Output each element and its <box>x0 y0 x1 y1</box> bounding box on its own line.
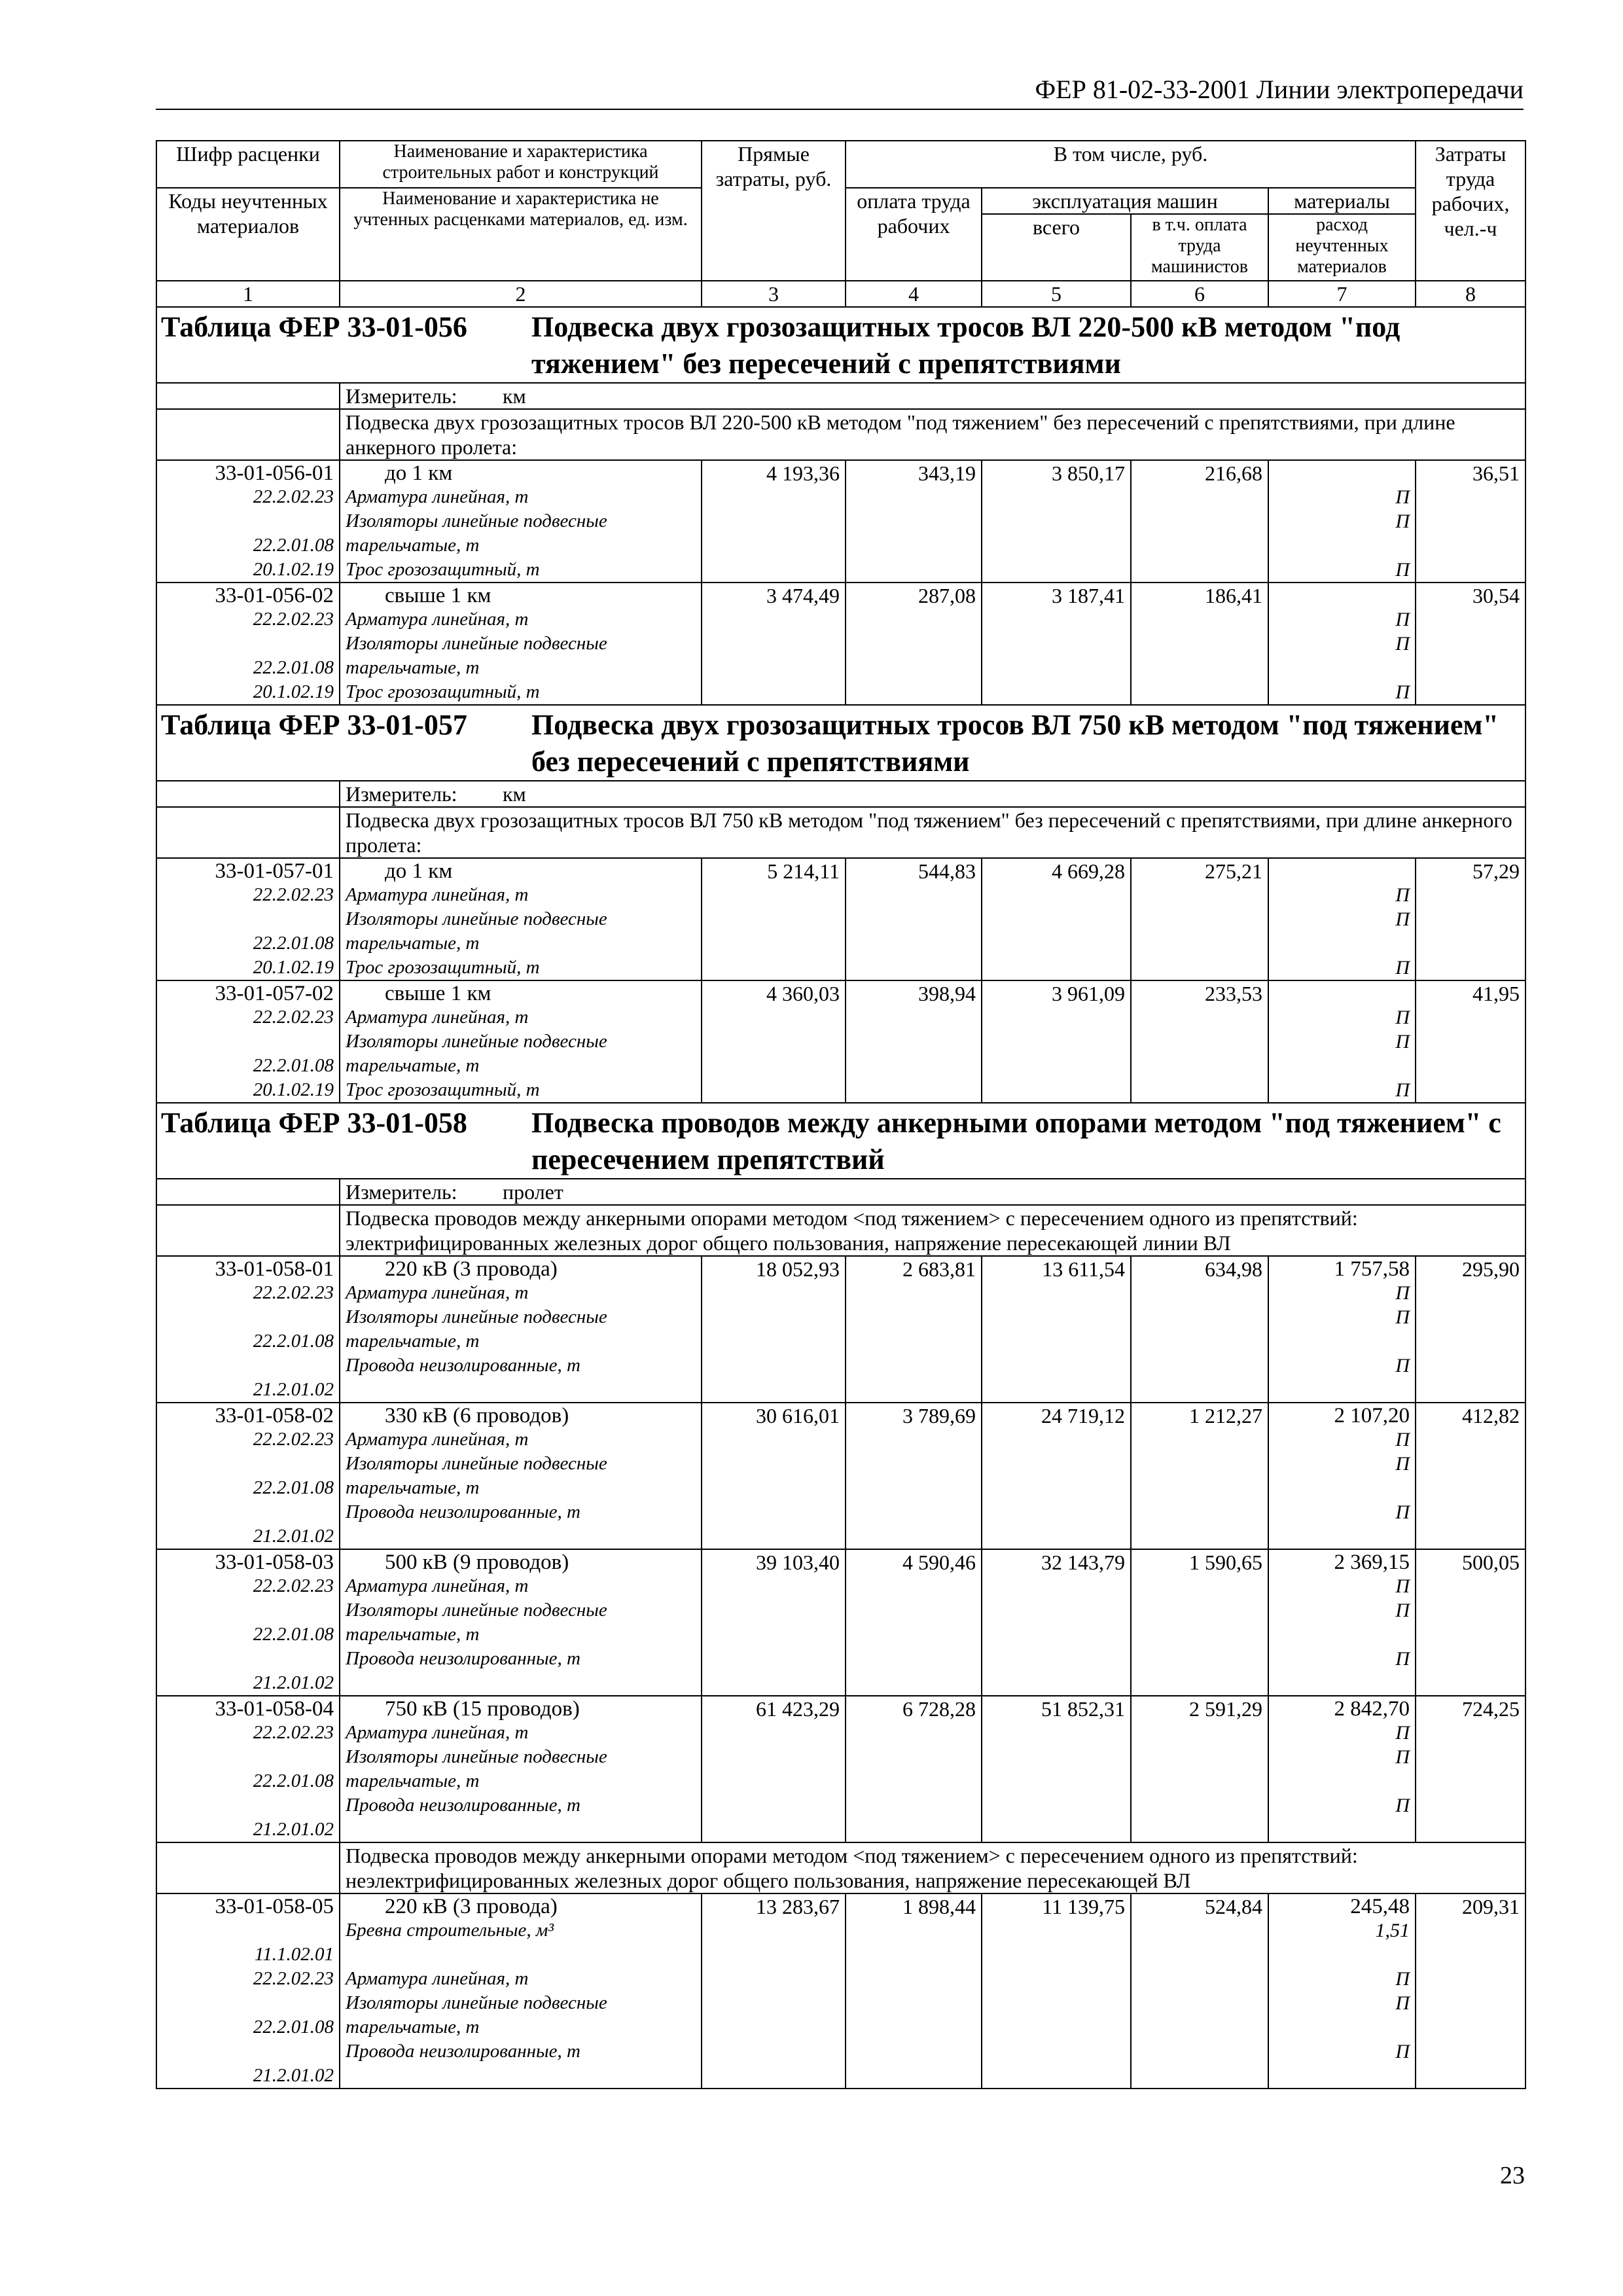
rate-name: до 1 км <box>385 859 453 883</box>
material-value: П <box>1395 908 1410 930</box>
material-name: Арматура линейная, т <box>346 1575 529 1596</box>
table-title-text: Подвеска двух грозозащитных тросов ВЛ 220-500 кВ методом "под тяжением" без пересечений с препятствиями <box>531 311 1400 380</box>
labor-hours: 41,95 <box>1416 980 1525 1103</box>
material-code: 22.2.01.08 <box>253 535 334 556</box>
labor-cost: 4 590,46 <box>846 1549 982 1696</box>
rate-code-cell <box>156 858 340 980</box>
direct-cost: 61 423,29 <box>702 1696 846 1842</box>
col6-header: в т.ч. оплата труда машинистов <box>1131 214 1268 281</box>
material-value: П <box>1395 1648 1410 1670</box>
material-code: 22.2.02.23 <box>253 1722 334 1743</box>
labor-cost: 544,83 <box>846 858 982 980</box>
table-row <box>156 1256 1525 1403</box>
machine-cost: 32 143,79 <box>982 1549 1131 1696</box>
labor-hours: 57,29 <box>1416 858 1525 980</box>
rate-code-cell <box>156 1403 340 1549</box>
rate-code: 33-01-056-01 <box>215 461 334 485</box>
table-title-row <box>156 307 1525 383</box>
material-code: 21.2.01.02 <box>253 1379 334 1400</box>
direct-cost: 30 616,01 <box>702 1403 846 1549</box>
table-row <box>156 858 1525 980</box>
material-value-spacer <box>1274 656 1410 680</box>
material-name: Изоляторы линейные подвесные тарельчатые, т <box>346 1031 607 1076</box>
machine-cost: 4 669,28 <box>982 858 1131 980</box>
material-name: Изоляторы линейные подвесные тарельчатые, т <box>346 1746 607 1791</box>
machinist-labor-cost: 216,68 <box>1131 460 1268 583</box>
material-code: 22.2.01.08 <box>253 1770 334 1791</box>
material-code: 21.2.01.02 <box>253 2065 334 2086</box>
material-name: Арматура линейная, т <box>346 609 529 630</box>
material-name: Изоляторы линейные подвесные тарельчатые, т <box>346 633 607 678</box>
group-description: Подвеска проводов между анкерными опорами методом <под тяжением> с пересечением одного из препятствий: неэлектрифицированных железных дорог общего пользования, напряжение пересекающей ВЛ <box>340 1842 1525 1893</box>
col1-top-header: Шифр расценки <box>156 141 340 188</box>
measure-label: Измеритель: <box>346 384 457 408</box>
material-name: Провода неизолированные, т <box>346 1355 580 1376</box>
table-title-number: Таблица ФЕР 33-01-057 <box>161 709 467 741</box>
material-value: П <box>1395 1031 1410 1052</box>
running-title: ФЕР 81-02-33-2001 Линии электропередачи <box>156 73 1524 110</box>
direct-cost: 4 193,36 <box>702 460 846 583</box>
material-code: 22.2.01.08 <box>253 933 334 954</box>
labor-hours: 30,54 <box>1416 583 1525 705</box>
machine-cost: 51 852,31 <box>982 1696 1131 1842</box>
measure-spacer <box>156 383 340 409</box>
rate-code-cell <box>156 1696 340 1842</box>
direct-cost: 13 283,67 <box>702 1893 846 2089</box>
material-value-spacer <box>1274 1769 1410 1793</box>
material-code: 22.2.02.23 <box>253 1575 334 1596</box>
material-code: 22.2.01.08 <box>253 1477 334 1498</box>
material-name: Арматура линейная, т <box>346 1007 529 1028</box>
labor-cost: 2 683,81 <box>846 1256 982 1403</box>
labor-hours: 724,25 <box>1416 1696 1525 1842</box>
labor-cost: 287,08 <box>846 583 982 705</box>
material-name: Провода неизолированные, т <box>346 1501 580 1522</box>
measure-cell <box>340 1179 1525 1205</box>
material-name: Изоляторы линейные подвесные тарельчатые, т <box>346 511 607 556</box>
col7-header: расход неучтенных материалов <box>1268 214 1416 281</box>
materials-cost <box>1274 981 1410 1005</box>
material-value-spacer <box>1274 1378 1410 1402</box>
materials-cell <box>1268 858 1416 980</box>
description-spacer <box>156 409 340 460</box>
table-title-number: Таблица ФЕР 33-01-058 <box>161 1107 467 1139</box>
rates-table <box>156 140 1526 2089</box>
materials-cell <box>1268 980 1416 1103</box>
material-value: П <box>1395 1795 1410 1816</box>
measure-unit: пролет <box>503 1180 563 1204</box>
table-row <box>156 1893 1525 2089</box>
material-value: П <box>1395 609 1410 630</box>
material-name: Провода неизолированные, т <box>346 1648 580 1669</box>
rate-code-cell <box>156 583 340 705</box>
materials-cell <box>1268 460 1416 583</box>
description-spacer <box>156 1205 340 1256</box>
material-name: Арматура линейная, т <box>346 1968 529 1989</box>
labor-cost: 398,94 <box>846 980 982 1103</box>
material-name: Трос грозозащитный, т <box>346 559 540 580</box>
materials-cost: 1 757,58 <box>1334 1257 1410 1281</box>
measure-spacer <box>156 1179 340 1205</box>
material-value: 1,51 <box>1375 1920 1410 1941</box>
material-value-spacer <box>1274 533 1410 558</box>
machinist-labor-cost: 1 212,27 <box>1131 1403 1268 1549</box>
material-name: Изоляторы линейные подвесные тарельчатые, т <box>346 1992 607 2037</box>
material-value: П <box>1395 1575 1410 1597</box>
material-value: П <box>1395 1968 1410 1990</box>
rate-code-cell <box>156 1893 340 2089</box>
material-code: 22.2.02.23 <box>253 486 334 507</box>
rate-code: 33-01-056-02 <box>215 584 334 607</box>
measure-unit: км <box>503 782 526 806</box>
included-header: В том числе, руб. <box>846 141 1416 188</box>
description-spacer <box>156 807 340 858</box>
material-value: П <box>1395 1600 1410 1621</box>
table-title <box>156 705 1525 781</box>
machinist-labor-cost: 233,53 <box>1131 980 1268 1103</box>
material-value: П <box>1395 633 1410 655</box>
material-code: 22.2.02.23 <box>253 1007 334 1028</box>
column-number: 7 <box>1268 281 1416 307</box>
rate-name: 750 кВ (15 проводов) <box>385 1697 580 1721</box>
rate-name-cell <box>340 980 702 1103</box>
material-code: 22.2.02.23 <box>253 1282 334 1303</box>
material-code: 22.2.01.08 <box>253 2017 334 2037</box>
material-name: Изоляторы линейные подвесные тарельчатые, т <box>346 908 607 954</box>
rate-name: до 1 км <box>385 461 453 485</box>
table-row <box>156 460 1525 583</box>
material-code: 21.2.01.02 <box>253 1672 334 1693</box>
machinist-labor-cost: 2 591,29 <box>1131 1696 1268 1842</box>
measure-label: Измеритель: <box>346 1180 457 1204</box>
material-code: 20.1.02.19 <box>253 559 334 580</box>
machinist-labor-cost: 186,41 <box>1131 583 1268 705</box>
measure-spacer <box>156 781 340 807</box>
labor-hours: 295,90 <box>1416 1256 1525 1403</box>
material-value-spacer <box>1274 2015 1410 2039</box>
direct-cost: 3 474,49 <box>702 583 846 705</box>
material-value: П <box>1395 1306 1410 1328</box>
column-number: 3 <box>702 281 846 307</box>
col5-header: всего <box>982 214 1131 281</box>
material-value-spacer <box>1274 2064 1410 2088</box>
material-name: Арматура линейная, т <box>346 486 529 507</box>
material-code: 22.2.01.08 <box>253 1624 334 1645</box>
col2-bottom-header: Наименование и характеристика не учтенных расценками материалов, ед. изм. <box>340 188 702 281</box>
table-title-text: Подвеска проводов между анкерными опорами методом "под тяжением" с пересечением препятствий <box>531 1107 1501 1175</box>
material-name: Бревна строительные, м³ <box>346 1920 554 1941</box>
column-number: 2 <box>340 281 702 307</box>
rate-code-cell <box>156 1549 340 1696</box>
material-name: Изоляторы линейные подвесные тарельчатые, т <box>346 1306 607 1352</box>
material-code: 22.2.02.23 <box>253 1968 334 1989</box>
machinist-labor-cost: 634,98 <box>1131 1256 1268 1403</box>
material-value: П <box>1395 1355 1410 1376</box>
rate-name-cell <box>340 1403 702 1549</box>
rate-code: 33-01-058-02 <box>215 1404 334 1427</box>
description-spacer <box>156 1842 340 1893</box>
column-number: 4 <box>846 281 982 307</box>
direct-cost: 4 360,03 <box>702 980 846 1103</box>
material-value: П <box>1395 1282 1410 1304</box>
column-number: 5 <box>982 281 1131 307</box>
rate-code: 33-01-058-04 <box>215 1697 334 1721</box>
machine-cost: 3 187,41 <box>982 583 1131 705</box>
material-value-spacer <box>1274 1623 1410 1647</box>
materials-cell <box>1268 1403 1416 1549</box>
material-code: 20.1.02.19 <box>253 957 334 978</box>
material-value: П <box>1395 486 1410 508</box>
machines-header: эксплуатация машин <box>982 188 1268 214</box>
material-name: Арматура линейная, т <box>346 1282 529 1303</box>
rate-name: 500 кВ (9 проводов) <box>385 1551 569 1574</box>
rate-code: 33-01-057-01 <box>215 859 334 883</box>
material-name: Провода неизолированные, т <box>346 2041 580 2062</box>
column-number: 6 <box>1131 281 1268 307</box>
rate-name-cell <box>340 1256 702 1403</box>
materials-cell <box>1268 1696 1416 1842</box>
table-title <box>156 307 1525 383</box>
table-title-row <box>156 1103 1525 1179</box>
rate-name-cell <box>340 583 702 705</box>
labor-hours: 412,82 <box>1416 1403 1525 1549</box>
material-value-spacer <box>1274 1476 1410 1500</box>
rate-code: 33-01-057-02 <box>215 982 334 1005</box>
rate-code: 33-01-058-01 <box>215 1257 334 1281</box>
materials-header: материалы <box>1268 188 1416 214</box>
material-value: П <box>1395 681 1410 703</box>
machine-cost: 13 611,54 <box>982 1256 1131 1403</box>
measure-cell <box>340 383 1525 409</box>
material-name: Провода неизолированные, т <box>346 1795 580 1816</box>
labor-hours: 500,05 <box>1416 1549 1525 1696</box>
col8-header: Затраты труда рабочих, чел.-ч <box>1416 141 1525 281</box>
direct-cost: 39 103,40 <box>702 1549 846 1696</box>
table-row <box>156 980 1525 1103</box>
page-number: 23 <box>1500 2162 1525 2189</box>
material-code: 20.1.02.19 <box>253 1079 334 1100</box>
material-code: 22.2.02.23 <box>253 884 334 905</box>
col2-top-header: Наименование и характеристика строительных работ и конструкций <box>340 141 702 188</box>
materials-cell <box>1268 1549 1416 1696</box>
materials-cost: 2 107,20 <box>1334 1404 1410 1427</box>
material-value-spacer <box>1274 1671 1410 1695</box>
col1-bottom-header: Коды неучтенных материалов <box>156 188 340 281</box>
materials-cell <box>1268 1256 1416 1403</box>
material-name: Трос грозозащитный, т <box>346 1079 540 1100</box>
material-code: 22.2.01.08 <box>253 1055 334 1076</box>
material-value: П <box>1395 559 1410 581</box>
measure-cell <box>340 781 1525 807</box>
material-code: 20.1.02.19 <box>253 681 334 702</box>
materials-cost: 245,48 <box>1350 1895 1410 1918</box>
material-value: П <box>1395 1501 1410 1523</box>
material-value: П <box>1395 1722 1410 1744</box>
rate-code: 33-01-058-05 <box>215 1895 334 1918</box>
material-value-spacer <box>1274 1524 1410 1549</box>
rate-name-cell <box>340 1893 702 2089</box>
rate-name: свыше 1 км <box>385 584 491 607</box>
rate-code-cell <box>156 980 340 1103</box>
rate-name-cell <box>340 460 702 583</box>
rate-name: свыше 1 км <box>385 982 491 1005</box>
machine-cost: 11 139,75 <box>982 1893 1131 2089</box>
material-value-spacer <box>1274 1329 1410 1354</box>
labor-hours: 36,51 <box>1416 460 1525 583</box>
group-description: Подвеска проводов между анкерными опорами методом <под тяжением> с пересечением одного из препятствий: электрифицированных железных дорог общего пользования, напряжение пересекающей линии ВЛ <box>340 1205 1525 1256</box>
material-name: Арматура линейная, т <box>346 884 529 905</box>
column-number: 8 <box>1416 281 1525 307</box>
material-value: П <box>1395 1746 1410 1768</box>
material-name: Изоляторы линейные подвесные тарельчатые, т <box>346 1600 607 1645</box>
direct-cost: 5 214,11 <box>702 858 846 980</box>
table-title <box>156 1103 1525 1179</box>
rate-name-cell <box>340 1696 702 1842</box>
materials-cell <box>1268 1893 1416 2089</box>
machine-cost: 24 719,12 <box>982 1403 1131 1549</box>
table-row <box>156 1403 1525 1549</box>
material-value: П <box>1395 1992 1410 2014</box>
materials-cost: 2 369,15 <box>1334 1551 1410 1574</box>
materials-cell <box>1268 583 1416 705</box>
rate-name: 220 кВ (3 провода) <box>385 1895 558 1918</box>
machinist-labor-cost: 1 590,65 <box>1131 1549 1268 1696</box>
material-name: Арматура линейная, т <box>346 1722 529 1743</box>
materials-cost: 2 842,70 <box>1334 1697 1410 1721</box>
rate-code-cell <box>156 460 340 583</box>
group-description: Подвеска двух грозозащитных тросов ВЛ 750 кВ методом "под тяжением" без пересечений с препятствиями, при длине анкерного пролета: <box>340 807 1525 858</box>
labor-hours: 209,31 <box>1416 1893 1525 2089</box>
labor-cost: 343,19 <box>846 460 982 583</box>
material-value: П <box>1395 1079 1410 1101</box>
rate-name-cell <box>340 858 702 980</box>
col3-header: Прямые затраты, руб. <box>702 141 846 281</box>
labor-cost: 1 898,44 <box>846 1893 982 2089</box>
table-row <box>156 583 1525 705</box>
material-value: П <box>1395 957 1410 978</box>
material-code: 22.2.01.08 <box>253 657 334 678</box>
measure-label: Измеритель: <box>346 782 457 806</box>
materials-cost <box>1274 583 1410 607</box>
materials-cost <box>1274 461 1410 485</box>
rate-code-cell <box>156 1256 340 1403</box>
table-row <box>156 1696 1525 1842</box>
material-value-spacer <box>1274 931 1410 956</box>
material-value-spacer <box>1274 1943 1410 1967</box>
material-value: П <box>1395 1453 1410 1475</box>
machinist-labor-cost: 275,21 <box>1131 858 1268 980</box>
col4-header: оплата труда рабочих <box>846 188 982 281</box>
material-value-spacer <box>1274 1818 1410 1842</box>
rate-name-cell <box>340 1549 702 1696</box>
group-description: Подвеска двух грозозащитных тросов ВЛ 220-500 кВ методом "под тяжением" без пересечений с препятствиями, при длине анкерного пролета: <box>340 409 1525 460</box>
material-name: Трос грозозащитный, т <box>346 957 540 978</box>
material-code: 21.2.01.02 <box>253 1819 334 1840</box>
labor-cost: 3 789,69 <box>846 1403 982 1549</box>
table-title-number: Таблица ФЕР 33-01-056 <box>161 311 467 343</box>
material-value: П <box>1395 1007 1410 1028</box>
material-name: Трос грозозащитный, т <box>346 681 540 702</box>
table-title-row <box>156 705 1525 781</box>
material-name: Изоляторы линейные подвесные тарельчатые, т <box>346 1453 607 1498</box>
rate-name: 330 кВ (6 проводов) <box>385 1404 569 1427</box>
material-code: 22.2.01.08 <box>253 1331 334 1352</box>
machinist-labor-cost: 524,84 <box>1131 1893 1268 2089</box>
material-code: 22.2.02.23 <box>253 1429 334 1450</box>
machine-cost: 3 961,09 <box>982 980 1131 1103</box>
material-value: П <box>1395 1429 1410 1450</box>
material-code: 11.1.02.01 <box>254 1944 334 1965</box>
material-value: П <box>1395 511 1410 532</box>
machine-cost: 3 850,17 <box>982 460 1131 583</box>
materials-cost <box>1274 859 1410 883</box>
material-name: Арматура линейная, т <box>346 1429 529 1450</box>
material-value-spacer <box>1274 1054 1410 1078</box>
rate-code: 33-01-058-03 <box>215 1551 334 1574</box>
table-row <box>156 1549 1525 1696</box>
material-code: 22.2.02.23 <box>253 609 334 630</box>
material-value: П <box>1395 2041 1410 2062</box>
material-code: 21.2.01.02 <box>253 1526 334 1547</box>
material-value: П <box>1395 884 1410 906</box>
rate-name: 220 кВ (3 провода) <box>385 1257 558 1281</box>
table-title-text: Подвеска двух грозозащитных тросов ВЛ 750 кВ методом "под тяжением" без пересечений с препятствиями <box>531 709 1499 778</box>
measure-unit: км <box>503 384 526 408</box>
column-number: 1 <box>156 281 340 307</box>
labor-cost: 6 728,28 <box>846 1696 982 1842</box>
direct-cost: 18 052,93 <box>702 1256 846 1403</box>
